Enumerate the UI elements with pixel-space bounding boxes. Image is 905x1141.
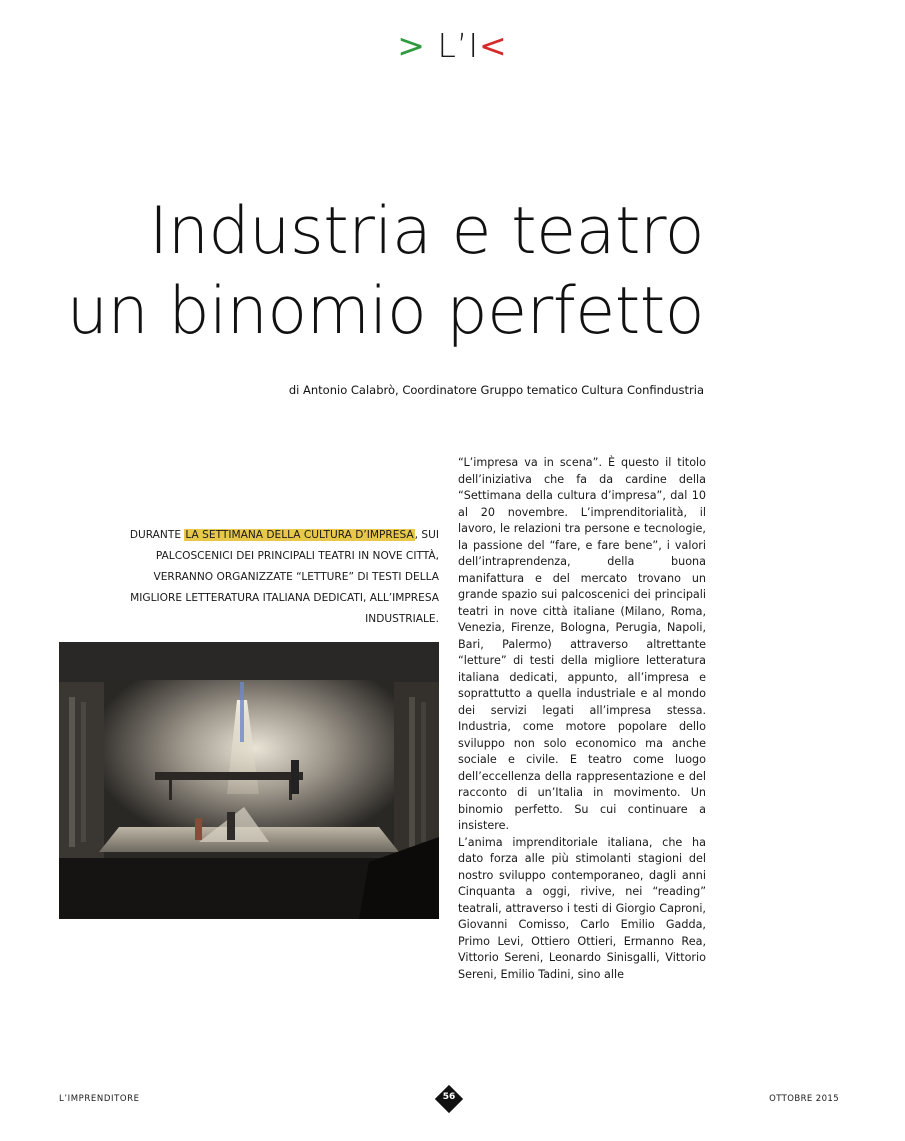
title-line-2: un binomio perfetto [66, 274, 704, 349]
page-number: 56 [442, 1092, 456, 1102]
body-paragraph-1: “L’impresa va in scena”. È questo il titolo dell’iniziativa che fa da cardine della “Settimana della cultura d’impresa”, dal 10 al 20 novembre. L’imprenditorialità, il lavoro, le relazioni tra persone e tecnologie, la passione del “fare, e fare bene”, i valori dell’intraprendenza, della buona manifattura e del mercato trovano un grande spazio sui palcoscenici dei principali teatri in nove città italiane (Milano, Roma, Venezia, Firenze, Bologna, Perugia, Napoli, Bari, Palermo) attraverso altrettante “letture” di testi della migliore letteratura italiana dedicati, appunto, all’impresa e soprattutto a quella industriale e al mondo dei servizi legati all’impresa stessa. Industria, come motore popolare dello sviluppo non solo economico ma anche sociale e civile. E teatro come luogo dell’eccellenza della rappresentazione e del racconto di un’Italia in movimento. Un binomio perfetto. Su cui continuare a insistere. [458, 456, 706, 832]
logo-arrow-left: < [479, 26, 508, 65]
article-body [458, 455, 706, 983]
magazine-logo [0, 26, 905, 65]
body-paragraph-2: L’anima imprenditoriale italiana, che ha dato forza alle più stimolanti stagioni del nostro sviluppo contemporaneo, dagli anni Cinquanta a oggi, rivive, nei “reading” teatrali, attraverso i testi di Giorgio Caproni, Giovanni Comisso, Carlo Emilio Gadda, Primo Levi, Ottiero Ottieri, Ermanno Rea, Vittorio Sereni, Leonardo Sinisgalli, Vittorio Sereni, Emilio Tadini, sino alle [458, 835, 706, 981]
abstract-pre: DURANTE [129, 529, 185, 541]
theatre-stage-photo [59, 642, 439, 919]
article-title [67, 192, 704, 352]
article-abstract [99, 525, 439, 630]
title-line-1: Industria e teatro [149, 194, 704, 269]
article-byline: di Antonio Calabrò, Coordinatore Gruppo tematico Cultura Confindustria [288, 383, 704, 397]
footer-issue-date: OTTOBRE 2015 [769, 1094, 839, 1104]
abstract-post: , SUI PALCOSCENICI DEI PRINCIPALI TEATRI IN NOVE CITTÀ, VERRANNO ORGANIZZATE “LETTURE” DI TESTI DELLA MIGLIORE LETTERATURA ITALIANA DEDICATI, ALL’IMPRESA INDUSTRIALE. [130, 529, 439, 625]
logo-arrow-right: > [397, 26, 426, 65]
abstract-highlight: LA SETTIMANA DELLA CULTURA D’IMPRESA [185, 529, 414, 541]
logo-text: L’I [437, 26, 480, 65]
page-number-badge [435, 1085, 463, 1113]
footer-magazine-name: L’IMPRENDITORE [59, 1094, 140, 1104]
